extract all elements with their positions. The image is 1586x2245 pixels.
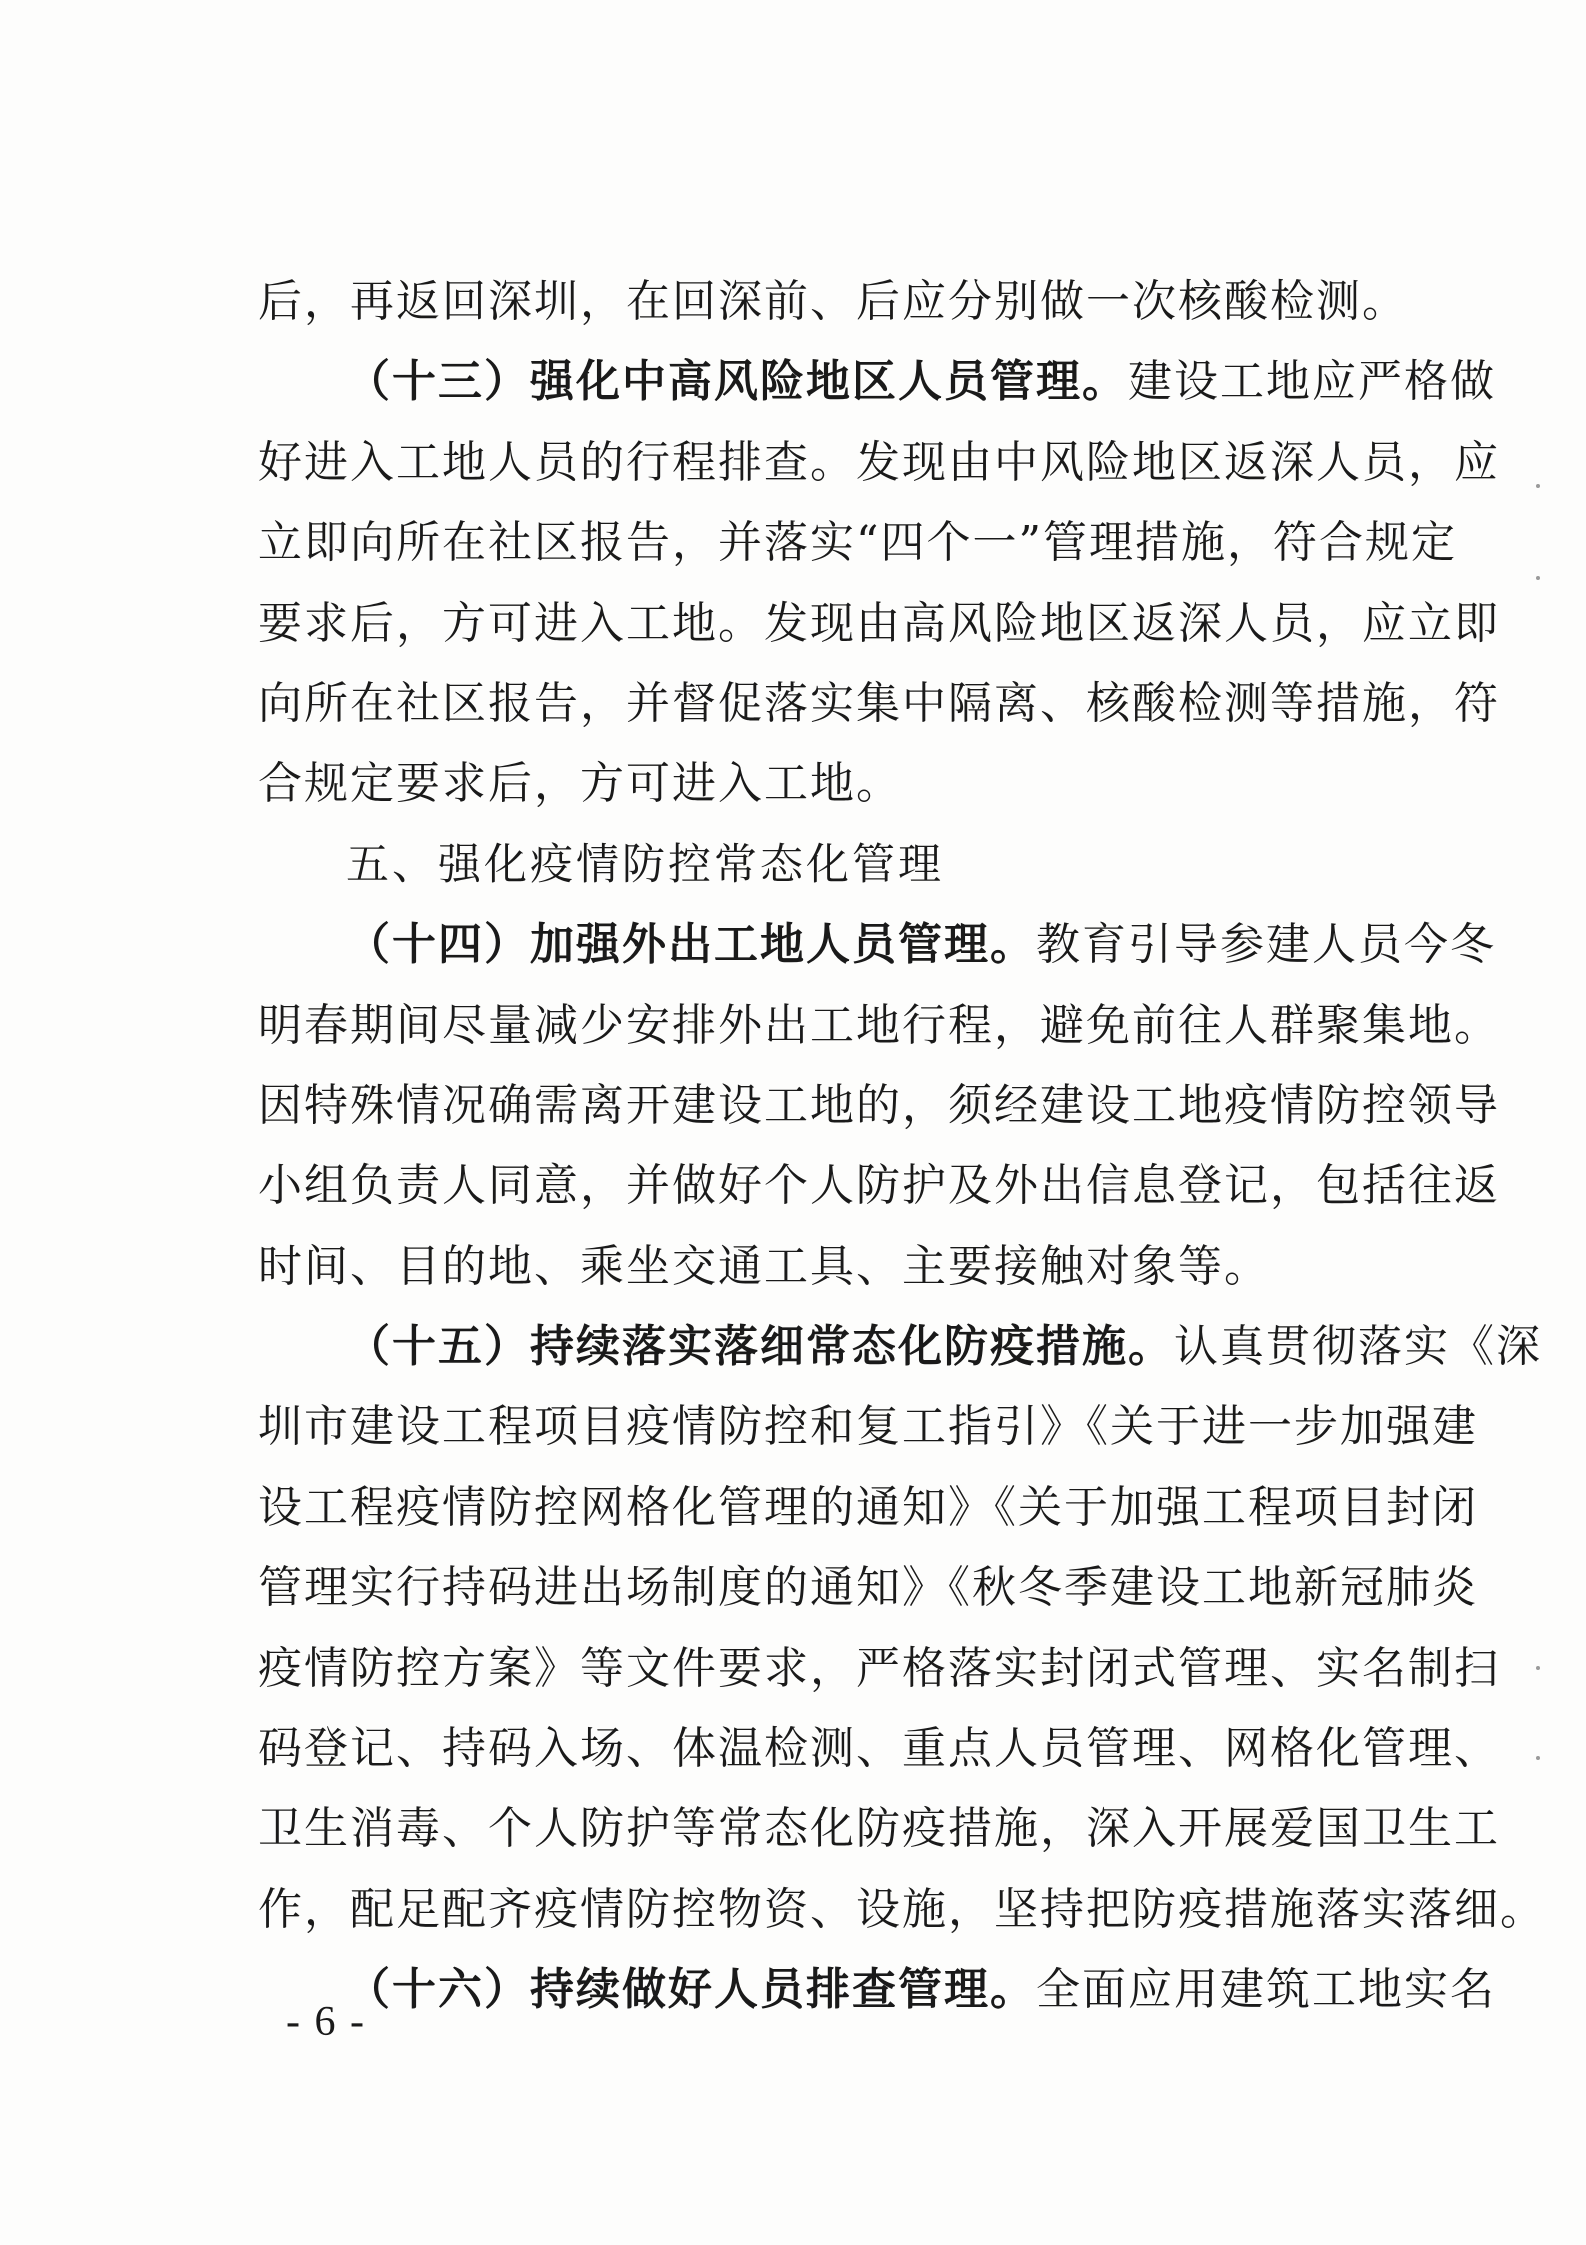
- text-line: 卫生消毒、个人防护等常态化防疫措施，深入开展爱国卫生工: [258, 1803, 1500, 1855]
- page-number: - 6 -: [286, 1999, 366, 2045]
- text-line: 码登记、持码入场、体温检测、重点人员管理、网格化管理、: [258, 1723, 1500, 1775]
- chapter-5-heading: 五、强化疫情防控常态化管理: [346, 839, 944, 890]
- text-line: 作，配足配齐疫情防控物资、设施，坚持把防疫措施落实落细。: [258, 1883, 1546, 1935]
- text-line: 合规定要求后，方可进入工地。: [258, 758, 902, 810]
- scan-speck: [1536, 1666, 1540, 1670]
- text-line: 后，再返回深圳，在回深前、后应分别做一次核酸检测。: [258, 276, 1408, 327]
- text-line: 设工程疫情防控网格化管理的通知》《关于加强工程项目封闭: [258, 1481, 1478, 1533]
- text-line: 明春期间尽量减少安排外出工地行程，避免前往人群聚集地。: [258, 999, 1500, 1051]
- text-line: 要求后，方可进入工地。发现由高风险地区返深人员，应立即: [258, 597, 1500, 649]
- section-14-heading-line: （十四）加强外出工地人员管理。教育引导参建人员今冬: [346, 919, 1496, 971]
- section-13-heading-line: （十三）强化中高风险地区人员管理。建设工地应严格做: [346, 356, 1496, 408]
- text-line: 立即向所在社区报告，并落实“四个一”管理措施，符合规定: [258, 517, 1457, 569]
- text-line: 因特殊情况确需离开建设工地的，须经建设工地疫情防控领导: [258, 1079, 1500, 1131]
- section-16-heading-line: （十六）持续做好人员排查管理。全面应用建筑工地实名: [346, 1964, 1496, 2016]
- text-line: 向所在社区报告，并督促落实集中隔离、核酸检测等措施，符: [258, 677, 1500, 729]
- scan-speck: [1536, 1756, 1540, 1760]
- scan-speck: [1536, 484, 1540, 488]
- section-13-title: （十三）强化中高风险地区人员管理。: [346, 356, 1128, 408]
- text-line: 圳市建设工程项目疫情防控和复工指引》《关于进一步加强建: [258, 1401, 1478, 1453]
- text-line: 疫情防控方案》等文件要求，严格落实封闭式管理、实名制扫: [258, 1642, 1500, 1694]
- scan-speck: [1536, 576, 1540, 580]
- text-line: 管理实行持码进出场制度的通知》《秋冬季建设工地新冠肺炎: [258, 1562, 1478, 1614]
- text-line: 小组负责人同意，并做好个人防护及外出信息登记，包括往返: [258, 1160, 1500, 1212]
- section-15-title: （十五）持续落实落细常态化防疫措施。: [346, 1321, 1174, 1373]
- section-15-heading-line: （十五）持续落实落细常态化防疫措施。认真贯彻落实《深: [346, 1321, 1542, 1373]
- section-16-title: （十六）持续做好人员排查管理。: [346, 1964, 1036, 2016]
- text-line: 好进入工地人员的行程排查。发现由中风险地区返深人员，应: [258, 436, 1500, 488]
- text-line: 时间、目的地、乘坐交通工具、主要接触对象等。: [258, 1240, 1270, 1292]
- section-14-title: （十四）加强外出工地人员管理。: [346, 919, 1036, 971]
- body-text: [258, 262, 1546, 2031]
